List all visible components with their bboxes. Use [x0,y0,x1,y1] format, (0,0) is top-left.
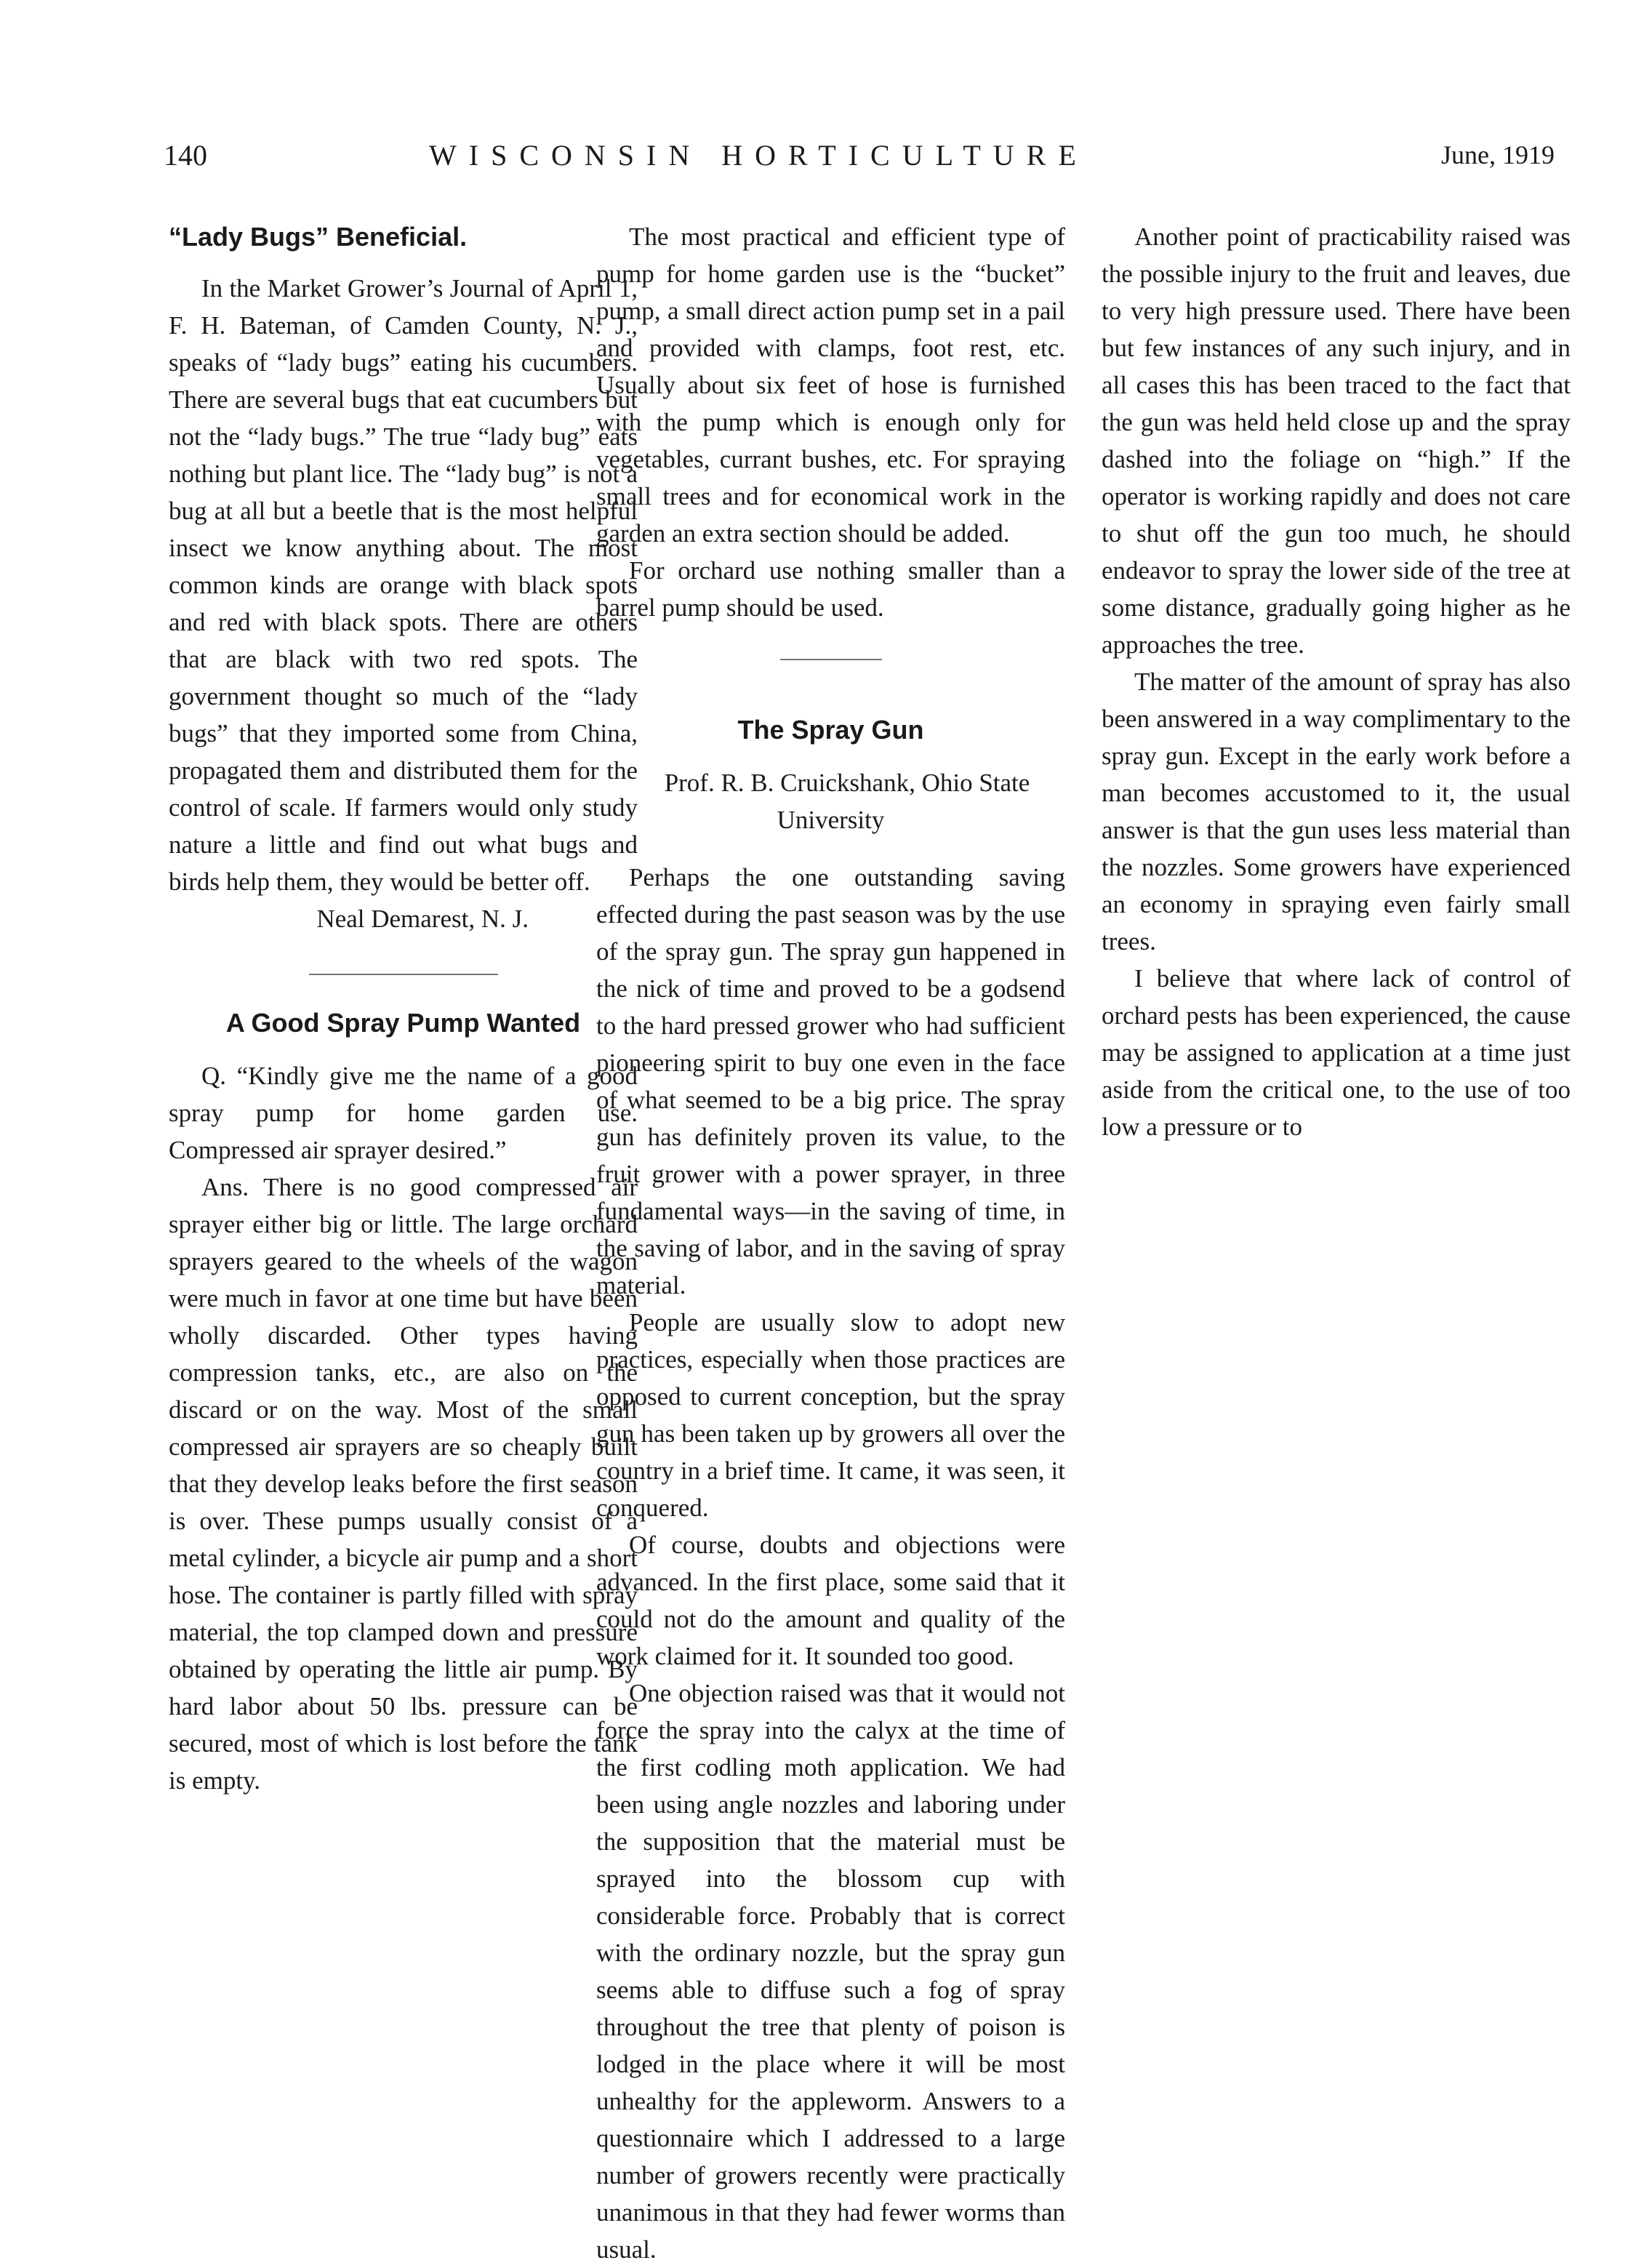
ladybugs-signature: Neal Demarest, N. J. [316,905,529,933]
column-left [169,218,638,1799]
ladybugs-body: In the Market Grower’s Journal of April 1, F. H. Bateman, of Camden County, N. J., speaks of “lady bugs” eating his cucumbers. There are several bugs that eat cucumbers but not the “lady bugs.” The true “lady bug” eats nothing but plant lice. The “lady bug” is not a bug at all but a beetle that is the most helpful insect we know anything about. The most common kinds are orange with black spots and red with black spots. There are others that are black with two red spots. The government thought so much of the “lady bugs” that they imported some from China, propagated them and distributed them for the control of scale. If farmers would only study nature a little and find out what bugs and birds help them, they would be better off. [169,274,638,896]
column-right [1102,218,1571,1145]
spray-gun-paragraph: Another point of practicability raised was the possible injury to the fruit and leaves, due to very high pressure used. There have been but few instances of any such injury, and in all cases this has been traced to the fact that the gun was held held close up and the spray dashed into the foliage on “high.” If the operator is working rapidly and does not care to shut off the gun too much, he should endeavor to spray the lower side of the tree at some distance, gradually going higher as he approaches the tree. [1102,223,1571,659]
spray-pump-paragraph-3: For orchard use nothing smaller than a barrel pump should be used. [596,556,1065,622]
spray-gun-paragraph: Perhaps the one outstanding saving effected during the past season was by the use of the spray gun. The spray gun happened in the nick of time and proved to be a godsend to the hard pressed grower who had sufficient pioneering spirit to buy one even in the face of what seemed to be a big price. The spray gun has definitely proven its value, to the fruit grower with a power sprayer, in three fundamental ways—in the saving of time, in the saving of labor, and in the saving of spray material. [596,863,1065,1299]
spray-gun-paragraph: Of course, doubts and objections were advanced. In the first place, some said that it could not do the amount and quality of the work claimed for it. It sounded too good. [596,1531,1065,1670]
running-header [0,138,1636,182]
page-number: 140 [164,139,207,172]
spray-gun-byline: Prof. R. B. Cruickshank, Ohio State University [664,769,1030,834]
spray-gun-paragraph: One objection raised was that it would not force the spray into the calyx at the time of the first codling moth application. We had been using angle nozzles and laboring under the supposition that the material must be sprayed into the blossom cup with considerable force. Probably that is correct with the ordinary nozzle, but the spray gun seems able to diffuse such a fog of spray throughout the tree that plenty of poison is lodged in the place where it will be most unhealthy for the appleworm. Answers to a questionnaire which I addressed to a large number of growers recently were practically unanimous in that they had fewer worms than usual. [596,1679,1065,2264]
spray-gun-paragraph: I believe that where lack of control of orchard pests has been experienced, the cause may be assigned to application at a time just aside from the critical one, to the use of too low a pressure or to [1102,964,1571,1141]
spray-pump-answer: Ans. There is no good compressed air sprayer either big or little. The large orchard sprayers geared to the wheels of the wagon were much in favor at one time but have been wholly discarded. Other types having compression tanks, etc., are also on the discard or on the way. Most of the small compressed air sprayers are so cheaply built that they develop leaks before the first season is over. These pumps usually consist of a metal cylinder, a bicycle air pump and a short hose. The container is partly filled with spray material, the top clamped down and pressure obtained by operating the little air pump. By hard labor about 50 lbs. pressure can be secured, most of which is lost before the tank is empty. [169,1173,638,1795]
spray-pump-paragraph-2: The most practical and efficient type of pump for home garden use is the “bucket” pump, a small direct action pump set in a pail and provided with clamps, foot rest, etc. Usually about six feet of hose is furnished with the pump which is enough only for vegetables, currant bushes, etc. For spraying small trees and for economical work in the garden an extra section should be added. [596,223,1065,548]
spray-pump-title: A Good Spray Pump Wanted [225,1008,581,1038]
issue-date: June, 1919 [1441,140,1555,169]
spray-gun-paragraph: The matter of the amount of spray has also been answered in a way complimentary to the spray gun. Except in the early work before a man becomes accustomed to it, the usual answer is that the gun uses less material than the nozzles. Some growers have experienced an economy in spraying even fairly small trees. [1102,668,1571,955]
journal-title: WISCONSIN HORTICULTURE [429,139,1088,172]
column-middle [596,218,1065,2268]
spray-pump-question: Q. “Kindly give me the name of a good spray pump for home garden use. Compressed air sprayer desired.” [169,1062,638,1164]
ladybugs-title: “Lady Bugs” Beneficial. [169,222,468,252]
spray-gun-paragraph: People are usually slow to adopt new practices, especially when those practices are opposed to current conception, but the spray gun has been taken up by growers all over the country in a brief time. It came, it was seen, it conquered. [596,1308,1065,1522]
spray-gun-title: The Spray Gun [737,715,924,745]
